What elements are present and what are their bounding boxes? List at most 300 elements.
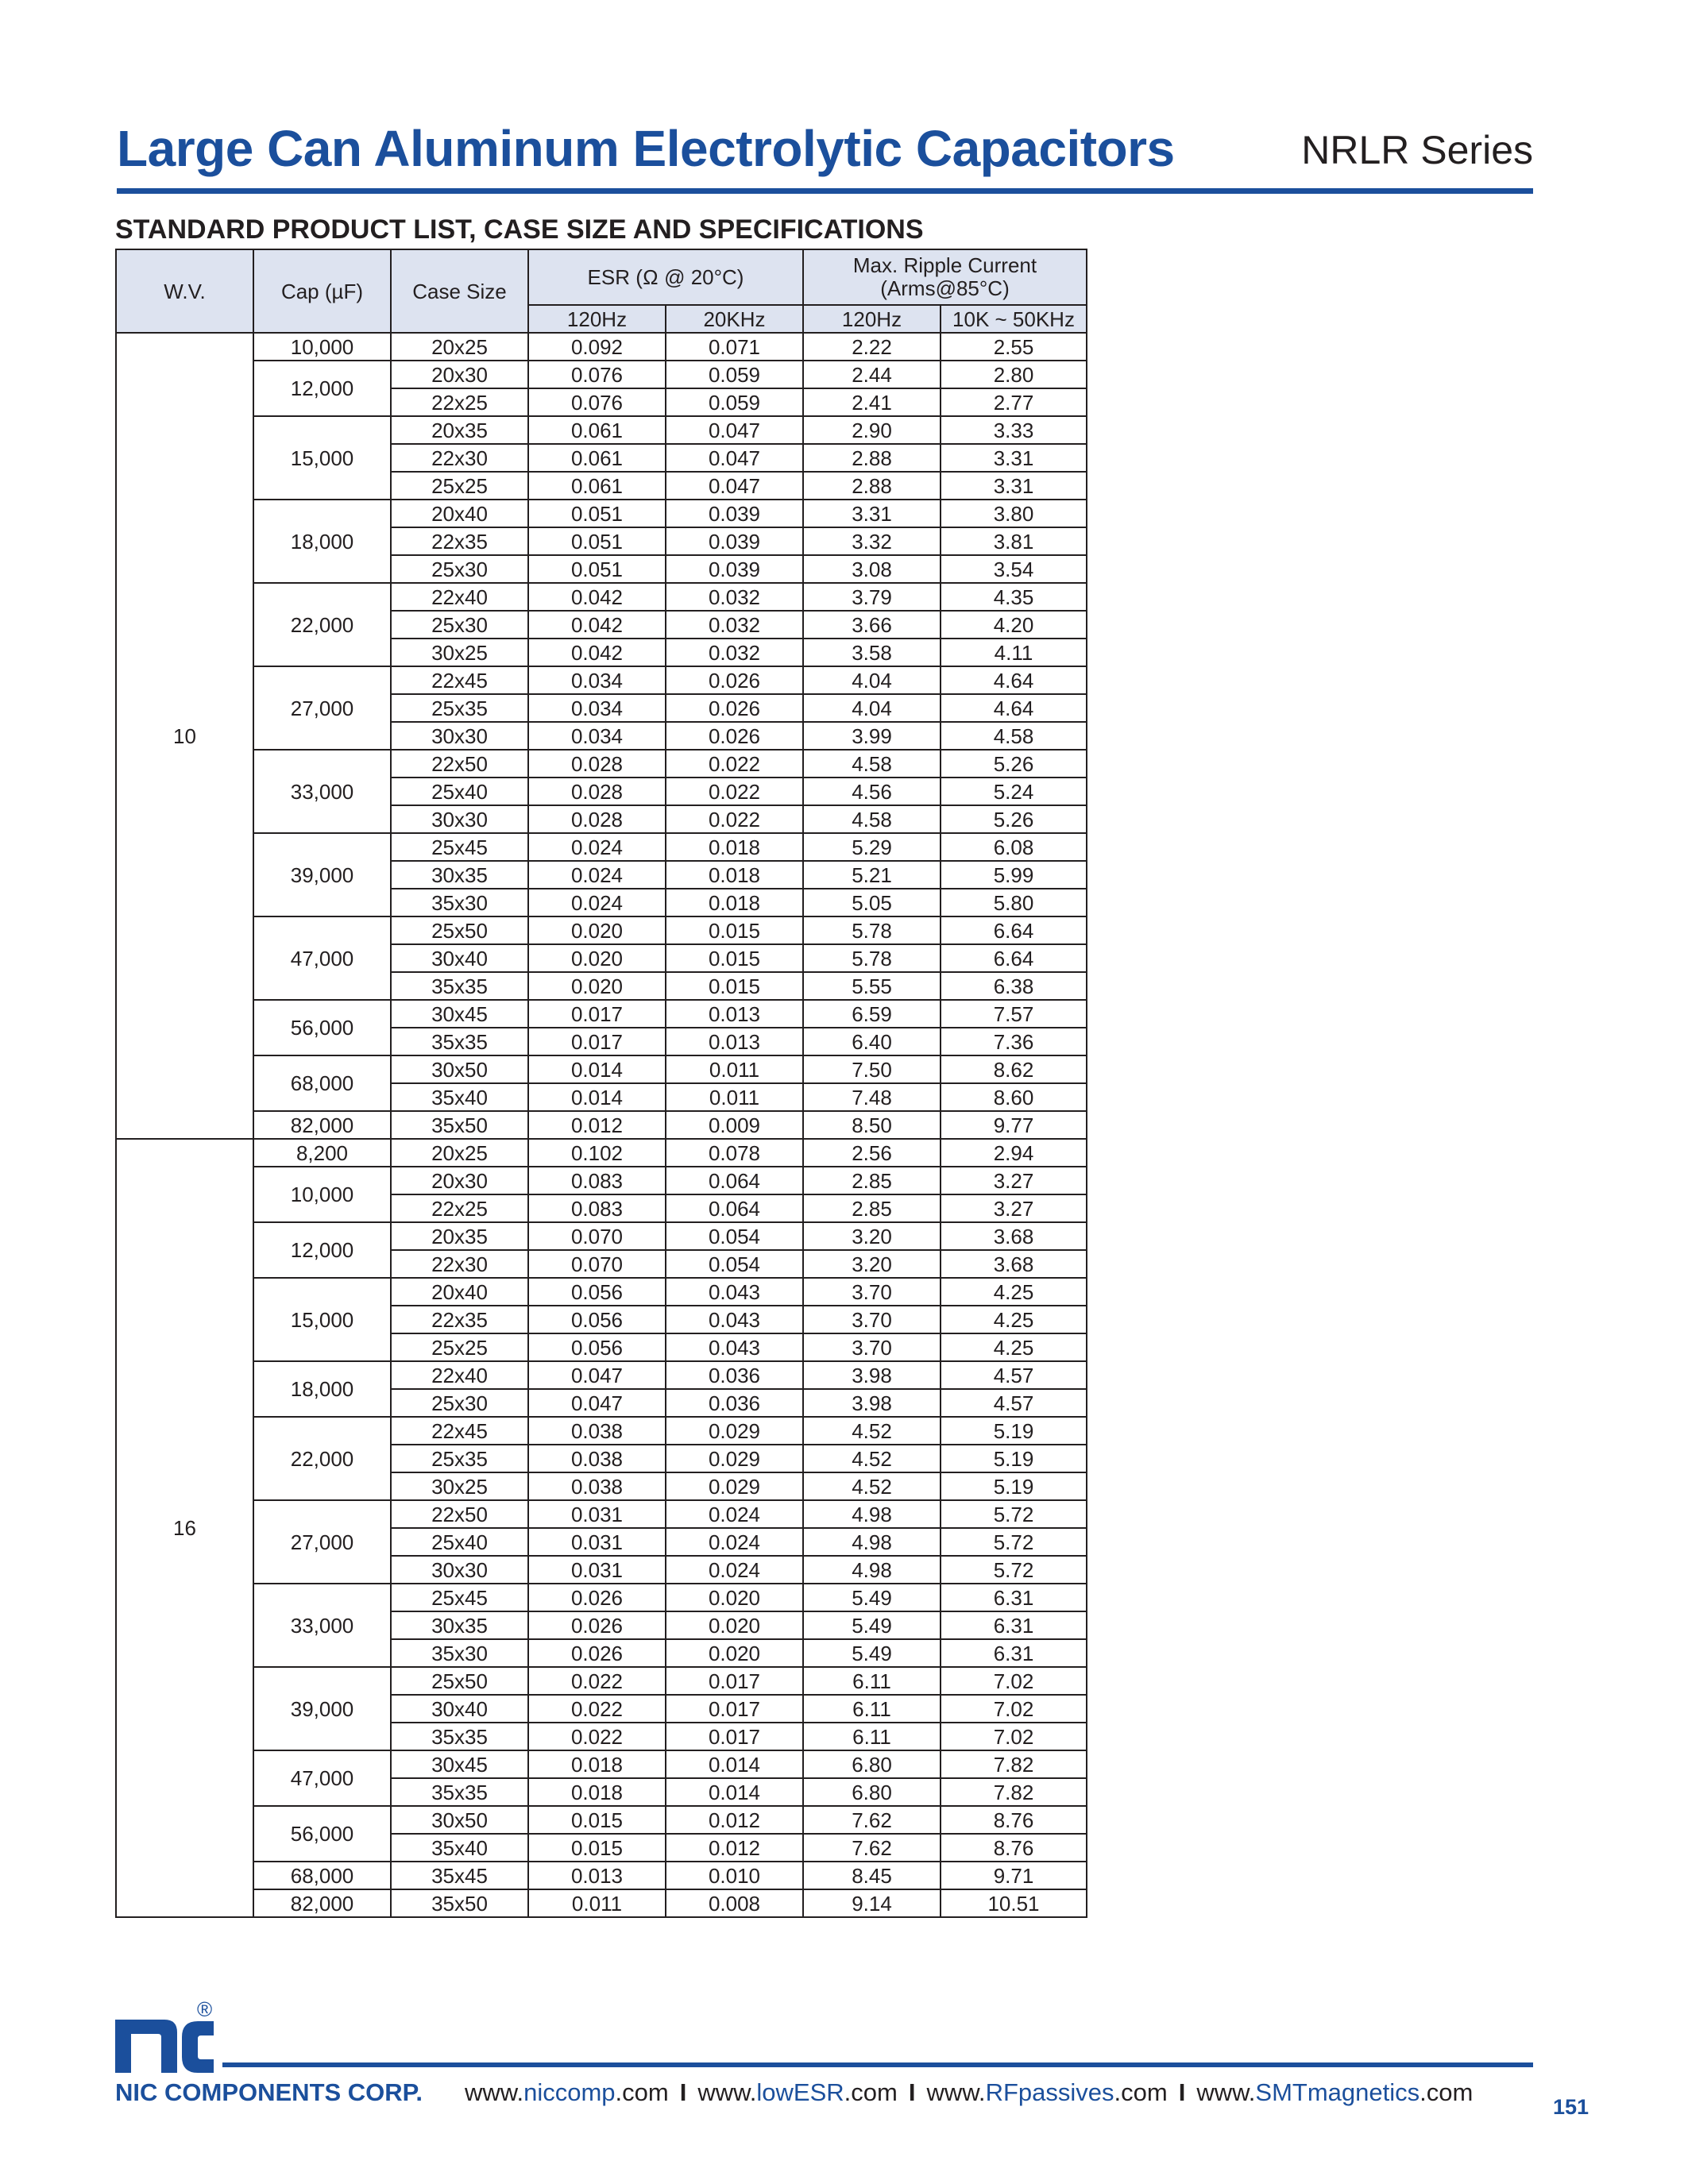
cell-case-size: 35x40 — [391, 1834, 528, 1862]
cell-ripple-10k-50khz: 7.36 — [941, 1028, 1087, 1055]
table-row — [116, 1750, 1087, 1778]
cell-ripple-10k-50khz: 4.57 — [941, 1389, 1087, 1417]
footer-link-pre: www. — [465, 2078, 524, 2106]
cell-ripple-120hz: 7.62 — [803, 1806, 941, 1834]
cell-esr-20khz: 0.011 — [666, 1055, 803, 1083]
cell-ripple-10k-50khz: 5.19 — [941, 1472, 1087, 1500]
cell-esr-20khz: 0.012 — [666, 1834, 803, 1862]
cell-case-size: 22x45 — [391, 1417, 528, 1445]
cell-esr-120hz: 0.051 — [528, 555, 666, 583]
cell-ripple-10k-50khz: 4.25 — [941, 1278, 1087, 1306]
cell-case-size: 30x50 — [391, 1806, 528, 1834]
cell-case-size: 30x40 — [391, 1695, 528, 1723]
cell-esr-20khz: 0.010 — [666, 1862, 803, 1889]
cell-ripple-10k-50khz: 10.51 — [941, 1889, 1087, 1917]
table-row — [116, 500, 1087, 527]
footer-rule — [222, 2062, 1533, 2067]
cell-esr-120hz: 0.014 — [528, 1055, 666, 1083]
cell-ripple-10k-50khz: 8.76 — [941, 1806, 1087, 1834]
cell-case-size: 22x30 — [391, 444, 528, 472]
cell-esr-20khz: 0.029 — [666, 1417, 803, 1445]
cell-esr-20khz: 0.043 — [666, 1278, 803, 1306]
cell-ripple-10k-50khz: 4.64 — [941, 666, 1087, 694]
cell-cap: 82,000 — [253, 1889, 391, 1917]
cell-esr-20khz: 0.020 — [666, 1611, 803, 1639]
cell-ripple-10k-50khz: 4.11 — [941, 639, 1087, 666]
cell-cap: 18,000 — [253, 1361, 391, 1417]
cell-esr-20khz: 0.008 — [666, 1889, 803, 1917]
cell-esr-20khz: 0.039 — [666, 555, 803, 583]
cell-cap: 15,000 — [253, 1278, 391, 1361]
footer-link-lowesr[interactable] — [697, 2078, 898, 2106]
cell-esr-120hz: 0.092 — [528, 333, 666, 361]
cell-esr-120hz: 0.024 — [528, 833, 666, 861]
cell-esr-20khz: 0.071 — [666, 333, 803, 361]
cell-esr-120hz: 0.083 — [528, 1194, 666, 1222]
cell-ripple-120hz: 3.20 — [803, 1250, 941, 1278]
cell-cap: 39,000 — [253, 833, 391, 916]
cell-ripple-120hz: 4.56 — [803, 778, 941, 805]
table-row — [116, 1500, 1087, 1528]
cell-esr-20khz: 0.054 — [666, 1222, 803, 1250]
cell-ripple-10k-50khz: 3.81 — [941, 527, 1087, 555]
cell-case-size: 20x35 — [391, 1222, 528, 1250]
cell-case-size: 22x40 — [391, 583, 528, 611]
cell-ripple-120hz: 7.50 — [803, 1055, 941, 1083]
cell-ripple-120hz: 8.45 — [803, 1862, 941, 1889]
cell-esr-120hz: 0.015 — [528, 1806, 666, 1834]
cell-ripple-120hz: 8.50 — [803, 1111, 941, 1139]
cell-esr-20khz: 0.032 — [666, 583, 803, 611]
cell-esr-20khz: 0.026 — [666, 694, 803, 722]
cell-ripple-10k-50khz: 3.54 — [941, 555, 1087, 583]
table-row — [116, 1167, 1087, 1194]
cell-esr-120hz: 0.034 — [528, 694, 666, 722]
cell-ripple-120hz: 3.79 — [803, 583, 941, 611]
cell-ripple-10k-50khz: 5.99 — [941, 861, 1087, 889]
header-esr: ESR (Ω @ 20°C) — [528, 249, 803, 305]
cell-esr-120hz: 0.056 — [528, 1306, 666, 1333]
cell-case-size: 20x30 — [391, 361, 528, 388]
cell-esr-120hz: 0.013 — [528, 1862, 666, 1889]
cell-esr-20khz: 0.039 — [666, 527, 803, 555]
link-separator: I — [679, 2078, 687, 2106]
cell-esr-120hz: 0.024 — [528, 861, 666, 889]
table-row — [116, 666, 1087, 694]
cell-ripple-120hz: 5.05 — [803, 889, 941, 916]
cell-cap: 33,000 — [253, 750, 391, 833]
cell-cap: 18,000 — [253, 500, 391, 583]
header-ripple — [803, 249, 1087, 305]
cell-ripple-120hz: 3.70 — [803, 1278, 941, 1306]
cell-esr-20khz: 0.064 — [666, 1167, 803, 1194]
cell-ripple-120hz: 4.98 — [803, 1528, 941, 1556]
cell-esr-120hz: 0.022 — [528, 1695, 666, 1723]
cell-esr-20khz: 0.054 — [666, 1250, 803, 1278]
cell-esr-20khz: 0.047 — [666, 416, 803, 444]
footer-link-post: .com — [1420, 2078, 1474, 2106]
cell-esr-20khz: 0.026 — [666, 722, 803, 750]
cell-case-size: 35x35 — [391, 972, 528, 1000]
cell-case-size: 30x45 — [391, 1000, 528, 1028]
cell-ripple-120hz: 2.90 — [803, 416, 941, 444]
cell-case-size: 20x30 — [391, 1167, 528, 1194]
cell-ripple-10k-50khz: 7.02 — [941, 1723, 1087, 1750]
table-row — [116, 1806, 1087, 1834]
cell-case-size: 25x30 — [391, 1389, 528, 1417]
cell-cap: 27,000 — [253, 1500, 391, 1584]
cell-case-size: 30x50 — [391, 1055, 528, 1083]
footer-link-name: SMTmagnetics — [1255, 2078, 1420, 2106]
cell-case-size: 25x50 — [391, 1667, 528, 1695]
cell-ripple-10k-50khz: 3.68 — [941, 1250, 1087, 1278]
cell-esr-120hz: 0.020 — [528, 916, 666, 944]
cell-ripple-10k-50khz: 4.64 — [941, 694, 1087, 722]
cell-case-size: 25x50 — [391, 916, 528, 944]
cell-esr-20khz: 0.078 — [666, 1139, 803, 1167]
cell-esr-20khz: 0.014 — [666, 1750, 803, 1778]
cell-case-size: 22x30 — [391, 1250, 528, 1278]
cell-esr-20khz: 0.047 — [666, 444, 803, 472]
cell-ripple-120hz: 6.11 — [803, 1695, 941, 1723]
cell-ripple-120hz: 3.58 — [803, 639, 941, 666]
cell-ripple-10k-50khz: 5.80 — [941, 889, 1087, 916]
cell-esr-120hz: 0.038 — [528, 1417, 666, 1445]
cell-ripple-120hz: 5.29 — [803, 833, 941, 861]
table-row — [116, 1000, 1087, 1028]
table-row — [116, 361, 1087, 388]
cell-esr-120hz: 0.047 — [528, 1389, 666, 1417]
cell-ripple-10k-50khz: 4.25 — [941, 1333, 1087, 1361]
footer-link-pre: www. — [1196, 2078, 1256, 2106]
cell-cap: 22,000 — [253, 583, 391, 666]
cell-esr-20khz: 0.020 — [666, 1639, 803, 1667]
cell-case-size: 35x35 — [391, 1028, 528, 1055]
header-wv: W.V. — [116, 249, 253, 333]
cell-esr-20khz: 0.009 — [666, 1111, 803, 1139]
cell-case-size: 22x50 — [391, 750, 528, 778]
footer-link-name: niccomp — [523, 2078, 616, 2106]
cell-esr-120hz: 0.017 — [528, 1028, 666, 1055]
cell-ripple-120hz: 3.31 — [803, 500, 941, 527]
cell-case-size: 30x45 — [391, 1750, 528, 1778]
cell-cap: 12,000 — [253, 1222, 391, 1278]
cell-ripple-10k-50khz: 3.31 — [941, 444, 1087, 472]
registered-mark: ® — [197, 1997, 213, 2021]
cell-cap: 39,000 — [253, 1667, 391, 1750]
cell-case-size: 30x30 — [391, 722, 528, 750]
cell-ripple-120hz: 2.85 — [803, 1194, 941, 1222]
cell-ripple-120hz: 4.52 — [803, 1472, 941, 1500]
cell-case-size: 35x50 — [391, 1889, 528, 1917]
cell-esr-120hz: 0.028 — [528, 750, 666, 778]
cell-esr-120hz: 0.031 — [528, 1528, 666, 1556]
cell-case-size: 20x25 — [391, 1139, 528, 1167]
footer-link-post: .com — [1114, 2078, 1168, 2106]
cell-ripple-120hz: 5.49 — [803, 1611, 941, 1639]
cell-ripple-10k-50khz: 6.64 — [941, 944, 1087, 972]
cell-ripple-120hz: 3.66 — [803, 611, 941, 639]
cell-case-size: 25x30 — [391, 611, 528, 639]
cell-ripple-10k-50khz: 5.24 — [941, 778, 1087, 805]
header-cap: Cap (µF) — [253, 249, 391, 333]
cell-ripple-120hz: 5.49 — [803, 1584, 941, 1611]
cell-esr-20khz: 0.014 — [666, 1778, 803, 1806]
cell-esr-120hz: 0.018 — [528, 1778, 666, 1806]
cell-cap: 33,000 — [253, 1584, 391, 1667]
footer-link-rfpassives[interactable] — [926, 2078, 1167, 2106]
cell-ripple-10k-50khz: 5.72 — [941, 1556, 1087, 1584]
cell-case-size: 30x40 — [391, 944, 528, 972]
table-row — [116, 1139, 1087, 1167]
cell-ripple-120hz: 2.44 — [803, 361, 941, 388]
page-title: Large Can Aluminum Electrolytic Capacitors — [117, 120, 1175, 177]
cell-case-size: 20x40 — [391, 500, 528, 527]
table-row — [116, 416, 1087, 444]
cell-case-size: 30x35 — [391, 1611, 528, 1639]
cell-case-size: 25x35 — [391, 694, 528, 722]
cell-ripple-10k-50khz: 8.60 — [941, 1083, 1087, 1111]
table-row — [116, 1584, 1087, 1611]
cell-esr-20khz: 0.032 — [666, 611, 803, 639]
cell-esr-120hz: 0.034 — [528, 666, 666, 694]
cell-ripple-120hz: 3.08 — [803, 555, 941, 583]
cell-case-size: 25x25 — [391, 472, 528, 500]
table-row — [116, 1417, 1087, 1445]
cell-ripple-120hz: 4.52 — [803, 1445, 941, 1472]
cell-ripple-10k-50khz: 2.55 — [941, 333, 1087, 361]
header-esr-120hz: 120Hz — [528, 305, 666, 333]
cell-ripple-10k-50khz: 7.57 — [941, 1000, 1087, 1028]
cell-esr-120hz: 0.026 — [528, 1584, 666, 1611]
cell-case-size: 25x45 — [391, 1584, 528, 1611]
footer-link-smtmagnetics[interactable] — [1196, 2078, 1473, 2106]
cell-ripple-10k-50khz: 5.26 — [941, 805, 1087, 833]
cell-ripple-120hz: 4.52 — [803, 1417, 941, 1445]
footer-link-post: .com — [844, 2078, 898, 2106]
cell-esr-120hz: 0.076 — [528, 388, 666, 416]
cell-esr-120hz: 0.012 — [528, 1111, 666, 1139]
cell-ripple-10k-50khz: 4.20 — [941, 611, 1087, 639]
cell-case-size: 22x35 — [391, 527, 528, 555]
cell-esr-20khz: 0.022 — [666, 750, 803, 778]
cell-ripple-10k-50khz: 3.68 — [941, 1222, 1087, 1250]
cell-case-size: 22x50 — [391, 1500, 528, 1528]
cell-esr-120hz: 0.056 — [528, 1333, 666, 1361]
cell-esr-120hz: 0.034 — [528, 722, 666, 750]
link-separator: I — [908, 2078, 916, 2106]
cell-esr-20khz: 0.018 — [666, 861, 803, 889]
cell-esr-20khz: 0.022 — [666, 778, 803, 805]
cell-esr-20khz: 0.029 — [666, 1472, 803, 1500]
cell-case-size: 30x25 — [391, 639, 528, 666]
cell-case-size: 30x25 — [391, 1472, 528, 1500]
cell-ripple-10k-50khz: 9.71 — [941, 1862, 1087, 1889]
table-row — [116, 583, 1087, 611]
cell-esr-120hz: 0.051 — [528, 500, 666, 527]
cell-ripple-10k-50khz: 6.31 — [941, 1639, 1087, 1667]
cell-ripple-120hz: 5.21 — [803, 861, 941, 889]
cell-esr-20khz: 0.017 — [666, 1667, 803, 1695]
cell-ripple-10k-50khz: 3.33 — [941, 416, 1087, 444]
cell-ripple-120hz: 2.56 — [803, 1139, 941, 1167]
header-case-size: Case Size — [391, 249, 528, 333]
cell-ripple-10k-50khz: 5.72 — [941, 1500, 1087, 1528]
table-row — [116, 1278, 1087, 1306]
cell-ripple-10k-50khz: 6.08 — [941, 833, 1087, 861]
cell-ripple-120hz: 3.98 — [803, 1361, 941, 1389]
cell-case-size: 22x25 — [391, 388, 528, 416]
cell-esr-120hz: 0.014 — [528, 1083, 666, 1111]
cell-esr-20khz: 0.018 — [666, 833, 803, 861]
cell-ripple-120hz: 5.78 — [803, 944, 941, 972]
cell-ripple-10k-50khz: 3.80 — [941, 500, 1087, 527]
cell-esr-120hz: 0.070 — [528, 1222, 666, 1250]
cell-ripple-10k-50khz: 6.64 — [941, 916, 1087, 944]
cell-ripple-10k-50khz: 6.31 — [941, 1611, 1087, 1639]
cell-ripple-120hz: 3.32 — [803, 527, 941, 555]
cell-ripple-120hz: 2.22 — [803, 333, 941, 361]
cell-ripple-120hz: 6.40 — [803, 1028, 941, 1055]
link-separator: I — [1178, 2078, 1186, 2106]
cell-ripple-10k-50khz: 8.76 — [941, 1834, 1087, 1862]
page-number: 151 — [1553, 2095, 1590, 2119]
cell-esr-120hz: 0.024 — [528, 889, 666, 916]
cell-esr-120hz: 0.022 — [528, 1723, 666, 1750]
cell-esr-120hz: 0.042 — [528, 583, 666, 611]
cell-esr-120hz: 0.061 — [528, 472, 666, 500]
cell-ripple-120hz: 4.98 — [803, 1500, 941, 1528]
cell-ripple-120hz: 3.20 — [803, 1222, 941, 1250]
cell-ripple-120hz: 3.98 — [803, 1389, 941, 1417]
cell-case-size: 25x35 — [391, 1445, 528, 1472]
cell-ripple-120hz: 3.70 — [803, 1306, 941, 1333]
cell-esr-120hz: 0.017 — [528, 1000, 666, 1028]
cell-esr-20khz: 0.036 — [666, 1361, 803, 1389]
cell-ripple-10k-50khz: 7.82 — [941, 1750, 1087, 1778]
cell-esr-20khz: 0.047 — [666, 472, 803, 500]
cell-esr-20khz: 0.015 — [666, 944, 803, 972]
cell-case-size: 30x30 — [391, 1556, 528, 1584]
cell-case-size: 22x40 — [391, 1361, 528, 1389]
table-row — [116, 1111, 1087, 1139]
cell-cap: 22,000 — [253, 1417, 391, 1500]
table-row — [116, 1862, 1087, 1889]
cell-esr-20khz: 0.022 — [666, 805, 803, 833]
cell-case-size: 22x45 — [391, 666, 528, 694]
cell-ripple-10k-50khz: 2.77 — [941, 388, 1087, 416]
cell-cap: 8,200 — [253, 1139, 391, 1167]
cell-ripple-10k-50khz: 3.27 — [941, 1167, 1087, 1194]
cell-ripple-120hz: 4.98 — [803, 1556, 941, 1584]
cell-ripple-10k-50khz: 3.27 — [941, 1194, 1087, 1222]
cell-esr-120hz: 0.070 — [528, 1250, 666, 1278]
spec-table-body — [116, 333, 1087, 1917]
cell-esr-120hz: 0.031 — [528, 1500, 666, 1528]
footer-link-pre: www. — [697, 2078, 757, 2106]
cell-esr-20khz: 0.043 — [666, 1306, 803, 1333]
cell-ripple-10k-50khz: 7.02 — [941, 1667, 1087, 1695]
cell-ripple-120hz: 3.99 — [803, 722, 941, 750]
cell-ripple-10k-50khz: 3.31 — [941, 472, 1087, 500]
header-ripple-line2: (Arms@85°C) — [880, 276, 1010, 300]
cell-case-size: 35x30 — [391, 889, 528, 916]
cell-esr-20khz: 0.039 — [666, 500, 803, 527]
cell-ripple-10k-50khz: 4.58 — [941, 722, 1087, 750]
cell-cap: 68,000 — [253, 1862, 391, 1889]
cell-esr-120hz: 0.018 — [528, 1750, 666, 1778]
cell-ripple-10k-50khz: 2.80 — [941, 361, 1087, 388]
cell-esr-20khz: 0.020 — [666, 1584, 803, 1611]
cell-esr-20khz: 0.064 — [666, 1194, 803, 1222]
cell-cap: 27,000 — [253, 666, 391, 750]
cell-ripple-10k-50khz: 4.25 — [941, 1306, 1087, 1333]
cell-case-size: 35x30 — [391, 1639, 528, 1667]
cell-esr-20khz: 0.036 — [666, 1389, 803, 1417]
footer-links — [465, 2078, 1473, 2107]
header-esr-20khz: 20KHz — [666, 305, 803, 333]
cell-esr-120hz: 0.015 — [528, 1834, 666, 1862]
header-ripple-line1: Max. Ripple Current — [852, 253, 1037, 277]
cell-esr-20khz: 0.032 — [666, 639, 803, 666]
cell-esr-20khz: 0.043 — [666, 1333, 803, 1361]
cell-esr-120hz: 0.083 — [528, 1167, 666, 1194]
cell-ripple-10k-50khz: 5.26 — [941, 750, 1087, 778]
cell-esr-120hz: 0.011 — [528, 1889, 666, 1917]
cell-cap: 56,000 — [253, 1000, 391, 1055]
table-row — [116, 1361, 1087, 1389]
cell-wv: 16 — [116, 1139, 253, 1917]
table-row — [116, 333, 1087, 361]
cell-ripple-120hz: 2.85 — [803, 1167, 941, 1194]
footer-link-pre: www. — [926, 2078, 986, 2106]
cell-ripple-120hz: 3.70 — [803, 1333, 941, 1361]
cell-ripple-120hz: 5.78 — [803, 916, 941, 944]
cell-ripple-10k-50khz: 4.57 — [941, 1361, 1087, 1389]
cell-esr-120hz: 0.047 — [528, 1361, 666, 1389]
cell-esr-120hz: 0.051 — [528, 527, 666, 555]
cell-ripple-120hz: 9.14 — [803, 1889, 941, 1917]
footer-link-post: .com — [615, 2078, 669, 2106]
header-rule — [117, 188, 1533, 194]
cell-cap: 15,000 — [253, 416, 391, 500]
cell-esr-120hz: 0.038 — [528, 1472, 666, 1500]
cell-esr-120hz: 0.076 — [528, 361, 666, 388]
cell-ripple-10k-50khz: 7.02 — [941, 1695, 1087, 1723]
cell-ripple-120hz: 5.55 — [803, 972, 941, 1000]
table-row — [116, 750, 1087, 778]
cell-esr-20khz: 0.013 — [666, 1000, 803, 1028]
table-row — [116, 1889, 1087, 1917]
cell-case-size: 20x40 — [391, 1278, 528, 1306]
cell-esr-120hz: 0.031 — [528, 1556, 666, 1584]
cell-esr-20khz: 0.024 — [666, 1528, 803, 1556]
cell-case-size: 30x35 — [391, 861, 528, 889]
cell-ripple-10k-50khz: 4.35 — [941, 583, 1087, 611]
cell-ripple-120hz: 7.48 — [803, 1083, 941, 1111]
cell-esr-120hz: 0.020 — [528, 972, 666, 1000]
footer-link-niccomp[interactable] — [465, 2078, 669, 2106]
cell-esr-120hz: 0.061 — [528, 416, 666, 444]
cell-esr-120hz: 0.026 — [528, 1611, 666, 1639]
cell-esr-20khz: 0.059 — [666, 388, 803, 416]
header-ripple-10k-50khz: 10K ~ 50KHz — [941, 305, 1087, 333]
nic-logo — [115, 2013, 214, 2073]
cell-esr-120hz: 0.026 — [528, 1639, 666, 1667]
cell-esr-20khz: 0.015 — [666, 972, 803, 1000]
cell-esr-20khz: 0.018 — [666, 889, 803, 916]
cell-ripple-120hz: 5.49 — [803, 1639, 941, 1667]
